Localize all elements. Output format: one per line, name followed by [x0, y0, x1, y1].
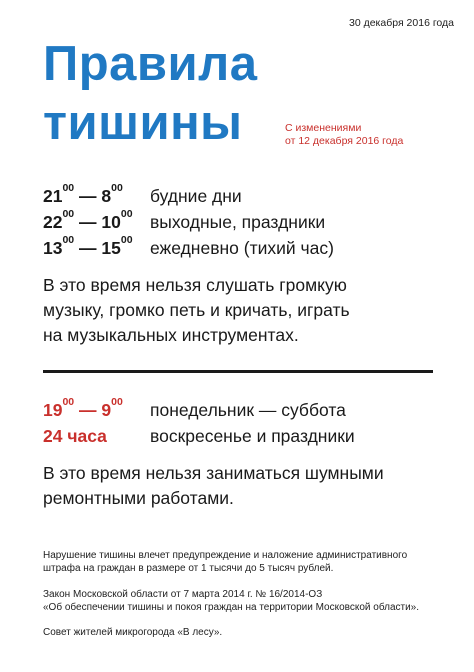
schedule-description: выходные, праздники: [150, 212, 326, 232]
amendment-note-line-2: от 12 декабря 2016 года: [285, 135, 404, 147]
time-range: $19^{00}$ — $9^{00}$: [43, 396, 123, 420]
date-label: 30 декабря 2016 года: [348, 17, 454, 29]
schedule-row-weekdays: [43, 183, 463, 209]
time-range: $21^{00}$ — $8^{00}$: [43, 182, 123, 206]
schedule-row-daily: [43, 235, 463, 261]
title-line-2: тишины: [43, 96, 243, 150]
amendment-note: [285, 122, 403, 148]
quiet-rules-paragraph: В это время нельзя слушать громкую музыку, громко петь и кричать, играть на музыкальных инструментах.: [43, 275, 350, 345]
signature: Совет жителей микрогорода «В лесу».: [43, 627, 223, 638]
repair-row-sunday: [43, 423, 463, 449]
repair-rules-paragraph: В это время нельзя заниматься шумными ремонтными работами.: [43, 463, 384, 508]
repair-row-weekdays: [43, 397, 463, 423]
schedule-description: будние дни: [150, 186, 242, 206]
amendment-note-line-1: С изменениями: [285, 122, 362, 134]
time-range: $13^{00}$ — $15^{00}$: [43, 234, 133, 258]
title-line-1: Правила: [43, 37, 258, 91]
law-reference: Закон Московской области от 7 марта 2014 г. № 16/2014-ОЗ «Об обеспечении тишины и покоя граждан на территории Московской области».: [43, 589, 420, 613]
schedule-description: ежедневно (тихий час): [150, 238, 334, 258]
section-divider: [43, 370, 433, 373]
time-range: $22^{00}$ — $10^{00}$: [43, 208, 133, 232]
time-label: 24 часа: [43, 426, 107, 446]
schedule-description: воскресенье и праздники: [150, 426, 355, 446]
schedule-row-weekends: [43, 209, 463, 235]
schedule-description: понедельник — суббота: [150, 400, 346, 420]
penalty-note: Нарушение тишины влечет предупреждение и наложение административного штрафа на граждан в размере от 1 тысячи до 5 тысяч рублей.: [43, 550, 408, 574]
